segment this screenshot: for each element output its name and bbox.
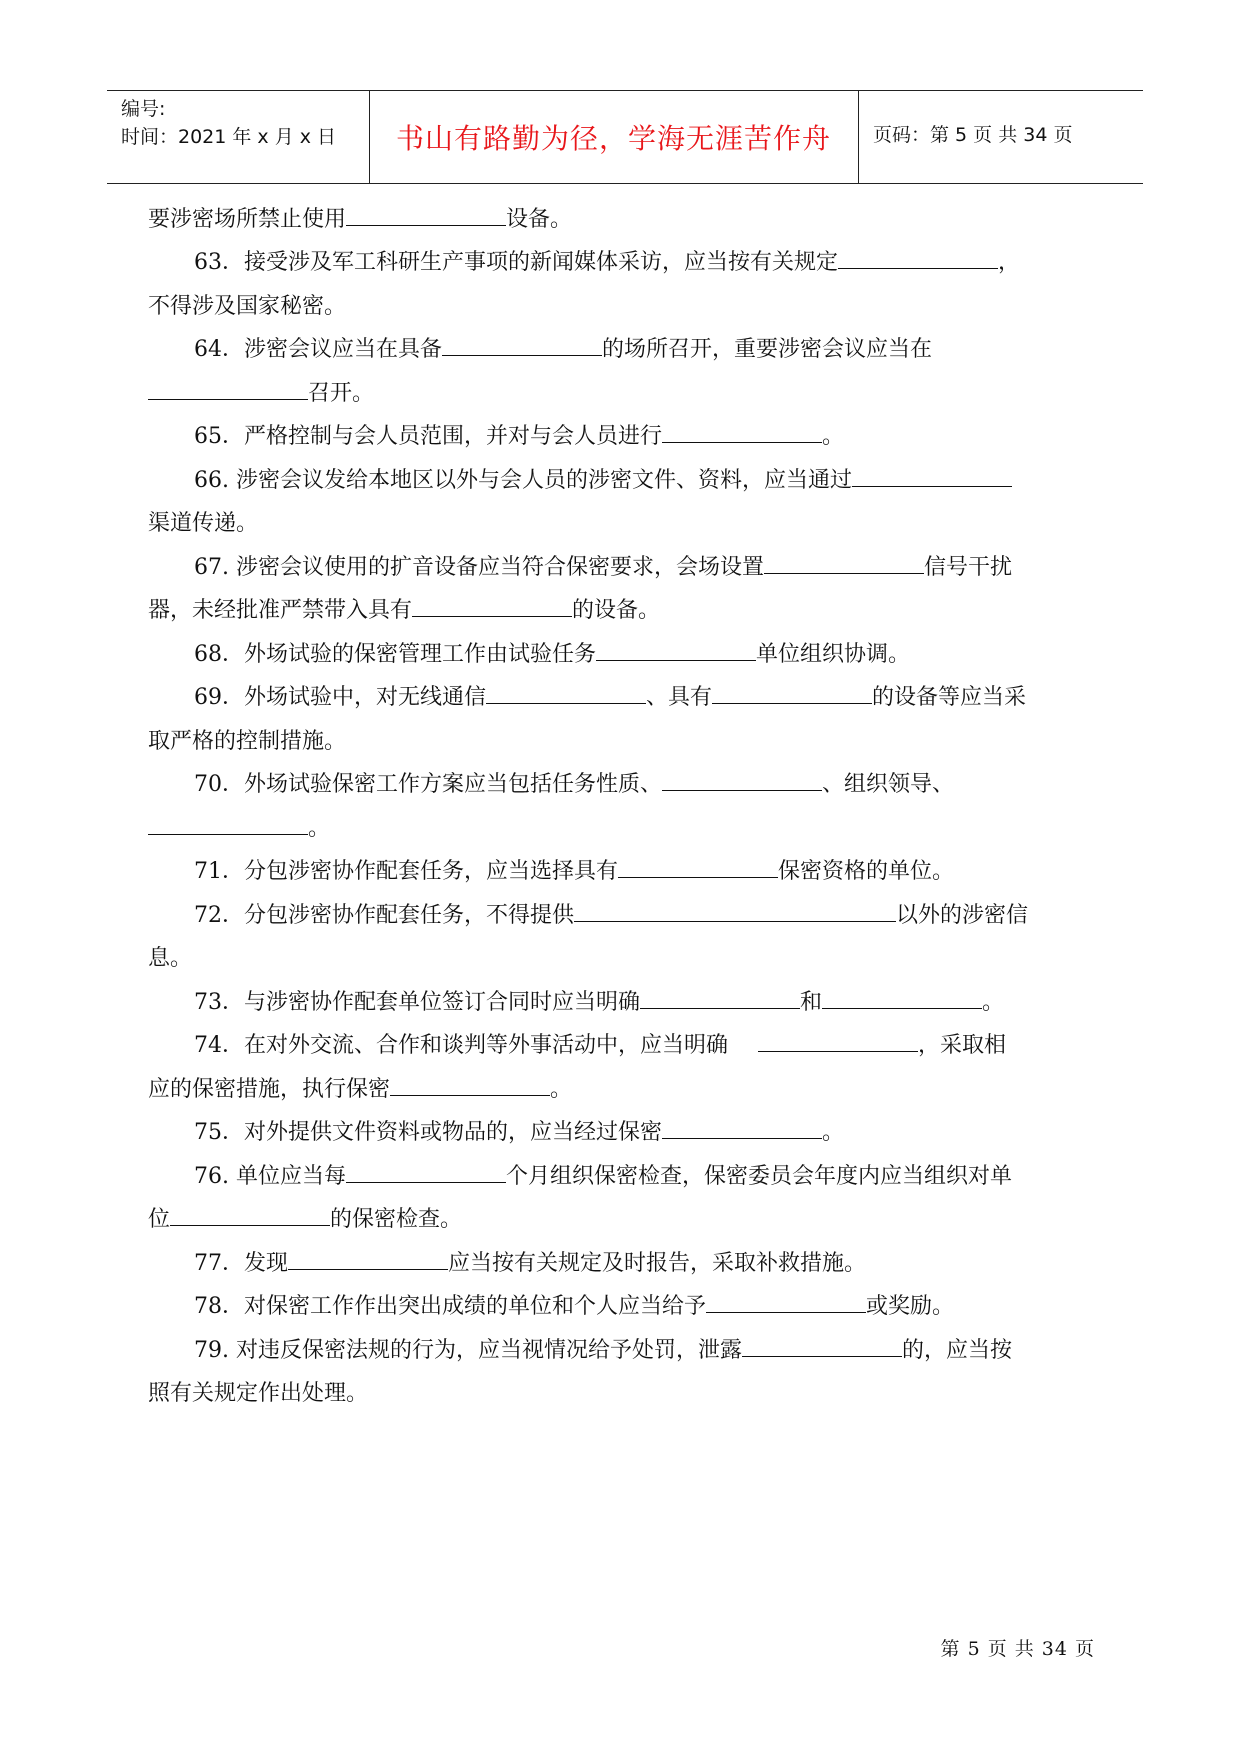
fill-blank[interactable] — [346, 205, 506, 226]
fill-blank[interactable] — [712, 683, 872, 704]
question-74: 74．在对外交流、合作和谈判等外事活动中，应当明确 ，采取相 — [194, 1033, 1007, 1058]
header-divider — [858, 91, 859, 183]
document-header — [107, 90, 1143, 184]
question-68: 68．外场试验的保密管理工作由试验任务 单位组织协调。 — [194, 642, 911, 667]
question-67: 67. 涉密会议使用的扩音设备应当符合保密要求，会场设置 信号干扰 — [194, 555, 1012, 580]
text-line: 召开。 — [148, 379, 1098, 409]
question-64: 64．涉密会议应当在具备 的场所召开，重要涉密会议应当在 — [194, 337, 933, 362]
fill-blank[interactable] — [170, 1205, 330, 1226]
header-meta — [121, 95, 336, 151]
fill-blank[interactable] — [822, 988, 982, 1009]
question-71: 71．分包涉密协作配套任务，应当选择具有 保密资格的单位。 — [194, 859, 955, 884]
fill-blank[interactable] — [618, 857, 778, 878]
fill-blank[interactable] — [148, 814, 308, 835]
question-77: 77．发现 应当按有关规定及时报告，采取补救措施。 — [194, 1251, 867, 1276]
fill-blank[interactable] — [148, 379, 308, 400]
fill-blank[interactable] — [596, 640, 756, 661]
text-line: 照有关规定作出处理。 — [148, 1381, 369, 1406]
question-69: 69．外场试验中，对无线通信 、具有 的设备等应当采 — [194, 685, 1027, 710]
fill-blank[interactable] — [662, 770, 822, 791]
fill-blank[interactable] — [838, 248, 998, 269]
question-75: 75．对外提供文件资料或物品的，应当经过保密 。 — [194, 1120, 845, 1145]
text-line: 取严格的控制措施。 — [148, 729, 347, 754]
time-label: 时间：2021 年 x 月 x 日 — [121, 126, 337, 148]
footer-page-number: 第 5 页 共 34 页 — [940, 1638, 1095, 1660]
question-66: 66. 涉密会议发给本地区以外与会人员的涉密文件、资料，应当通过 — [194, 466, 1098, 496]
text-line: 要涉密场所禁止使用 设备。 — [148, 207, 573, 232]
fill-blank[interactable] — [574, 901, 896, 922]
fill-blank[interactable] — [662, 1118, 822, 1139]
question-76: 76. 单位应当每 个月组织保密检查，保密委员会年度内应当组织对单 — [194, 1164, 1012, 1189]
text-line: 息。 — [148, 946, 193, 971]
fill-blank[interactable] — [412, 596, 572, 617]
question-78: 78．对保密工作作出突出成绩的单位和个人应当给予 或奖励。 — [194, 1294, 955, 1319]
fill-blank[interactable] — [346, 1162, 506, 1183]
text-line: 位 的保密检查。 — [148, 1207, 463, 1232]
fill-blank[interactable] — [764, 553, 924, 574]
text-line: 不得涉及国家秘密。 — [148, 294, 347, 319]
doc-number-label: 编号: — [121, 98, 166, 120]
text-line: 。 — [148, 814, 1098, 844]
fill-blank[interactable] — [758, 1031, 918, 1052]
fill-blank[interactable] — [288, 1249, 448, 1270]
header-motto: 书山有路勤为径，学海无涯苦作舟 — [395, 122, 831, 155]
question-65: 65．严格控制与会人员范围，并对与会人员进行 。 — [194, 424, 845, 449]
fill-blank[interactable] — [852, 466, 1012, 487]
text-line: 器，未经批准严禁带入具有 的设备。 — [148, 598, 661, 623]
text-line: 渠道传递。 — [148, 511, 259, 536]
question-70: 70．外场试验保密工作方案应当包括任务性质、 、组织领导、 — [194, 772, 955, 797]
fill-blank[interactable] — [442, 335, 602, 356]
question-63: 63．接受涉及军工科研生产事项的新闻媒体采访，应当按有关规定 ， — [194, 250, 1021, 275]
fill-blank[interactable] — [662, 422, 822, 443]
fill-blank[interactable] — [706, 1292, 866, 1313]
fill-blank[interactable] — [486, 683, 646, 704]
fill-blank[interactable] — [640, 988, 800, 1009]
text-line: 应的保密措施，执行保密 。 — [148, 1077, 573, 1102]
header-page-number: 页码：第 5 页 共 34 页 — [873, 124, 1073, 146]
question-79: 79. 对违反保密法规的行为，应当视情况给予处罚，泄露 的，应当按 — [194, 1338, 1012, 1363]
question-73: 73．与涉密协作配套单位签订合同时应当明确 和 。 — [194, 990, 1005, 1015]
question-72: 72．分包涉密协作配套任务，不得提供 以外的涉密信 — [194, 903, 1029, 928]
fill-blank[interactable] — [742, 1336, 902, 1357]
fill-blank[interactable] — [390, 1075, 550, 1096]
